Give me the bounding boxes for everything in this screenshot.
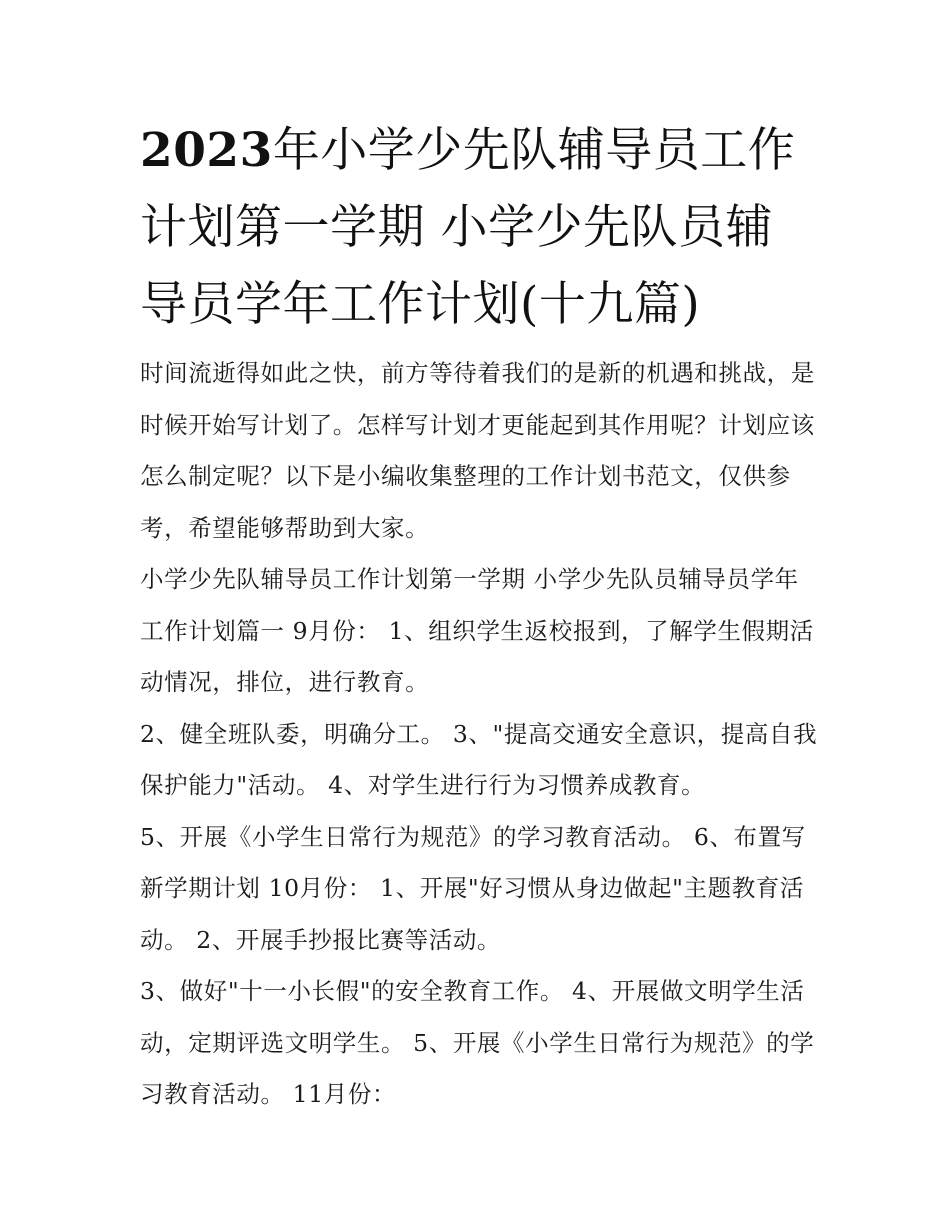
- title-text: 年小学少先队辅导员工作计划第一学期 小学少先队员辅导员学年工作计划(十九篇): [140, 123, 796, 332]
- document-page: [140, 112, 820, 1121]
- document-title: [140, 112, 820, 343]
- title-year: 2023: [140, 123, 273, 178]
- intro-paragraph: 时间流逝得如此之快，前方等待着我们的是新的机遇和挑战，是时候开始写计划了。怎样写计划才更能起到其作用呢？计划应该怎么制定呢？以下是小编收集整理的工作计划书范文，仅供参考，希望能够帮助到大家。: [140, 359, 815, 542]
- body-paragraph: 小学少先队辅导员工作计划第一学期 小学少先队员辅导员学年工作计划篇一 9月份： 1、组织学生返校报到，了解学生假期活动情况，排位，进行教育。: [140, 565, 814, 696]
- body-paragraph: 2、健全班队委，明确分工。 3、"提高交通安全意识，提高自我保护能力"活动。 4、对学生进行行为习惯养成教育。: [140, 719, 818, 799]
- body-paragraph: 5、开展《小学生日常行为规范》的学习教育活动。 6、布置写新学期计划 10月份： 1、开展"好习惯从身边做起"主题教育活动。 2、开展手抄报比赛等活动。: [140, 822, 806, 954]
- body-paragraph: 3、做好"十一小长假"的安全教育工作。 4、开展做文明学生活动，定期评选文明学生。 5、开展《小学生日常行为规范》的学习教育活动。 11月份：: [140, 977, 815, 1108]
